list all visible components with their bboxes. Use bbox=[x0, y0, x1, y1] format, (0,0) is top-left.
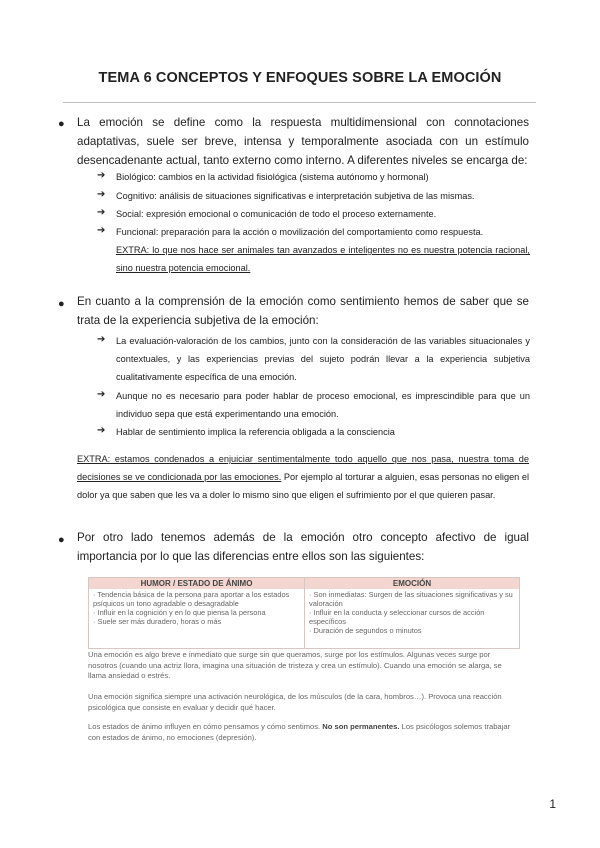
arrow-icon: ➔ bbox=[97, 170, 106, 181]
list-item: Hablar de sentimiento implica la referencia obligada a la consciencia bbox=[116, 427, 395, 437]
table-line: · Duración de segundos o minutos bbox=[309, 626, 422, 635]
table-line: · Suele ser más duradero, horas o más bbox=[93, 617, 222, 626]
list-item: Biológico: cambios en la actividad fisiológica (sistema autónomo y hormonal) bbox=[116, 172, 429, 182]
arrow-icon: ➔ bbox=[97, 207, 106, 218]
extra-underlined-text: EXTRA: estamos condenados a enjuiciar sentimentalmente todo aquello que nos pasa, nuestra toma de decisiones se ve condicionada por las emociones. bbox=[77, 454, 529, 482]
note-mood-states bbox=[88, 722, 520, 743]
list-item: Aunque no es necesario para poder hablar de proceso emocional, es imprescindible para que un individuo sepa que está experimentando una emoción. bbox=[116, 391, 530, 419]
comparison-table bbox=[88, 577, 520, 649]
arrow-icon: ➔ bbox=[97, 225, 106, 236]
paragraph-comparison: Por otro lado tenemos además de la emoción otro concepto afectivo de igual importancia por lo que las diferencias entre ellos son las siguientes: bbox=[77, 531, 529, 563]
table-line: · Son inmediatas: Surgen de las situaciones significativas y su valoración bbox=[309, 590, 513, 608]
list-item: Funcional: preparación para la acción o movilización del comportamiento como respuesta. bbox=[116, 227, 484, 237]
table-divider bbox=[304, 578, 305, 648]
arrow-icon: ➔ bbox=[97, 389, 106, 400]
paragraph-emotion-definition: La emoción se define como la respuesta multidimensional con connotaciones adaptativas, suele ser breve, intensa y temporalmente asociada con un estímulo desencadenante actual, tanto externo como interno. A diferentes niveles se encarga de: bbox=[77, 116, 529, 167]
table-cell-emotion bbox=[309, 590, 515, 635]
list-item: Cognitivo: análisis de situaciones significativas e interpretación subjetiva de las mismas. bbox=[116, 191, 475, 201]
list-item: La evaluación-valoración de los cambios, junto con la consideración de las variables situacionales y contextuales, y las experiencias previas del sujeto podrán llevar a la experiencia subjetiva cualitativamente específica de una emoción. bbox=[116, 336, 530, 382]
table-line: · Influir en la cognición y en lo que piensa la persona bbox=[93, 608, 266, 617]
note-text: Los estados de ánimo influyen en cómo pensamos y cómo sentimos. bbox=[88, 722, 321, 731]
bullet-icon: ● bbox=[58, 534, 65, 546]
table-cell-mood bbox=[93, 590, 300, 626]
page-number: 1 bbox=[549, 797, 556, 811]
table-line: · Influir en la conducta y seleccionar cursos de acción específicos bbox=[309, 608, 485, 626]
list-item: Social: expresión emocional o comunicación de todo el proceso externamente. bbox=[116, 209, 437, 219]
bullet-icon: ● bbox=[58, 298, 65, 310]
extra-note-text: EXTRA: lo que nos hace ser animales tan avanzados e inteligentes no es nuestra potencia racional, sino nuestra potencia emocional. bbox=[116, 245, 530, 273]
arrow-icon: ➔ bbox=[97, 334, 106, 345]
paragraph-feeling: En cuanto a la comprensión de la emoción como sentimiento hemos de saber que se trata de la experiencia subjetiva de la emoción: bbox=[77, 295, 529, 327]
table-line: · Tendencia básica de la persona para aportar a los estados psíquicos un tono agradable o desagradable bbox=[93, 590, 290, 608]
extra-note bbox=[116, 241, 530, 277]
bullet-icon: ● bbox=[58, 118, 65, 130]
arrow-icon: ➔ bbox=[97, 189, 106, 200]
page-title: TEMA 6 CONCEPTOS Y ENFOQUES SOBRE LA EMOCIÓN bbox=[98, 70, 502, 86]
note-bold-text: No son permanentes. bbox=[320, 722, 400, 731]
note-text: Los psicólogos solemos trabajar con estados de ánimo, no emociones (depresión). bbox=[88, 722, 511, 742]
title-divider bbox=[63, 102, 536, 103]
table-header-mood: HUMOR / ESTADO DE ÁNIMO bbox=[89, 578, 304, 589]
table-header-emotion: EMOCIÓN bbox=[305, 578, 519, 589]
extra-paragraph bbox=[77, 450, 529, 504]
arrow-icon: ➔ bbox=[97, 425, 106, 436]
note-emotion-brief: Una emoción es algo breve e inmediato que surge sin que queramos, surge por los estímulos. Algunas veces surge por nosotros (cuando una actriz llora, imagina una situación de tristeza y crea un estímulo). Cuando una emoción se alarga, se llama ansiedad o estrés. bbox=[88, 650, 502, 680]
note-emotion-activation: Una emoción significa siempre una activación neurológica, de los músculos (de la cara, hombros…). Provoca una reacción psicológica que consiste en evaluar y decidir qué hacer. bbox=[88, 692, 502, 712]
extra-text: Por ejemplo al torturar a alguien, esas personas no eligen el dolor ya que saben que les va a doler lo mismo sino que eligen el sufrimiento por el que quieren pasar. bbox=[77, 472, 529, 500]
